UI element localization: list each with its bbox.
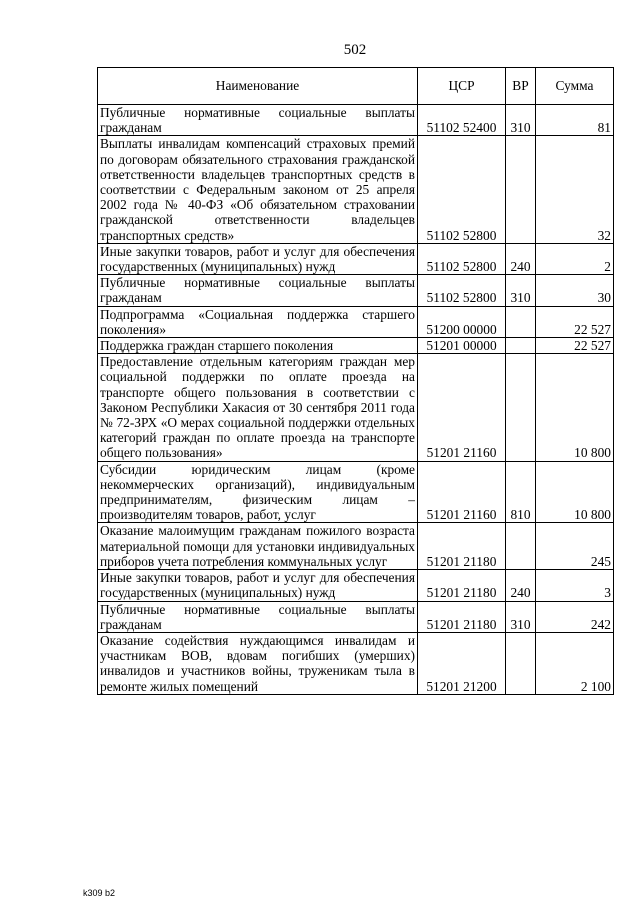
row-vr: 240 bbox=[506, 243, 536, 274]
header-sum: Сумма bbox=[536, 68, 614, 105]
table-row bbox=[98, 136, 614, 243]
row-sum: 10 800 bbox=[536, 461, 614, 523]
row-vr: 310 bbox=[506, 105, 536, 136]
table-row bbox=[98, 601, 614, 632]
row-csr: 51201 21160 bbox=[418, 461, 506, 523]
row-vr bbox=[506, 632, 536, 694]
row-name: Выплаты инвалидам компенсаций страховых премий по договорам обязательного страхования гражданской ответственности владельцев транспортных средств в соответствии с Федеральным законом от 25 апреля 2002 года № 40-ФЗ «Об обязательном страховании гражданской ответственности владельцев транспортных средств» bbox=[98, 136, 418, 243]
row-vr bbox=[506, 523, 536, 570]
row-vr: 240 bbox=[506, 570, 536, 601]
row-vr: 310 bbox=[506, 601, 536, 632]
row-sum: 30 bbox=[536, 275, 614, 306]
row-sum: 3 bbox=[536, 570, 614, 601]
table-row bbox=[98, 523, 614, 570]
table-row bbox=[98, 306, 614, 337]
row-vr bbox=[506, 306, 536, 337]
footer-code: k309 b2 bbox=[83, 888, 116, 898]
row-csr: 51201 00000 bbox=[418, 338, 506, 354]
row-sum: 10 800 bbox=[536, 354, 614, 461]
row-csr: 51201 21180 bbox=[418, 601, 506, 632]
header-vr: ВР bbox=[506, 68, 536, 105]
row-sum: 22 527 bbox=[536, 306, 614, 337]
row-sum: 2 bbox=[536, 243, 614, 274]
row-name: Оказание содействия нуждающимся инвалидам и участникам ВОВ, вдовам погибших (умерших) инвалидов и участников войны, труженикам тыла в ремонте жилых помещений bbox=[98, 632, 418, 694]
budget-table bbox=[97, 67, 614, 695]
table-row bbox=[98, 461, 614, 523]
row-vr bbox=[506, 354, 536, 461]
row-sum: 2 100 bbox=[536, 632, 614, 694]
row-sum: 242 bbox=[536, 601, 614, 632]
row-csr: 51102 52800 bbox=[418, 136, 506, 243]
row-sum: 81 bbox=[536, 105, 614, 136]
table-row bbox=[98, 105, 614, 136]
header-row bbox=[98, 68, 614, 105]
table-row bbox=[98, 275, 614, 306]
row-csr: 51102 52800 bbox=[418, 243, 506, 274]
row-csr: 51200 00000 bbox=[418, 306, 506, 337]
row-vr bbox=[506, 338, 536, 354]
row-csr: 51102 52800 bbox=[418, 275, 506, 306]
row-vr: 810 bbox=[506, 461, 536, 523]
row-sum: 22 527 bbox=[536, 338, 614, 354]
row-name: Публичные нормативные социальные выплаты гражданам bbox=[98, 105, 418, 136]
row-name: Подпрограмма «Социальная поддержка старшего поколения» bbox=[98, 306, 418, 337]
table-row bbox=[98, 243, 614, 274]
page-number: 502 bbox=[343, 42, 367, 58]
row-name: Поддержка граждан старшего поколения bbox=[98, 338, 418, 354]
row-csr: 51201 21200 bbox=[418, 632, 506, 694]
row-name: Иные закупки товаров, работ и услуг для обеспечения государственных (муниципальных) нужд bbox=[98, 243, 418, 274]
row-name: Предоставление отдельным категориям граждан мер социальной поддержки по оплате проезда на транспорте общего пользования в соответствии с Законом Республики Хакасия от 30 сентября 2011 года № 72-ЗРХ «О мерах социальной поддержки отдельных категорий граждан по оплате проезда на транспорте общего пользования» bbox=[98, 354, 418, 461]
row-name: Оказание малоимущим гражданам пожилого возраста материальной помощи для установки индивидуальных приборов учета потребления коммунальных услуг bbox=[98, 523, 418, 570]
header-name: Наименование bbox=[98, 68, 418, 105]
table-row bbox=[98, 338, 614, 354]
row-vr: 310 bbox=[506, 275, 536, 306]
table-row bbox=[98, 354, 614, 461]
row-name: Публичные нормативные социальные выплаты гражданам bbox=[98, 601, 418, 632]
row-sum: 32 bbox=[536, 136, 614, 243]
row-sum: 245 bbox=[536, 523, 614, 570]
row-name: Иные закупки товаров, работ и услуг для обеспечения государственных (муниципальных) нужд bbox=[98, 570, 418, 601]
row-vr bbox=[506, 136, 536, 243]
header-csr: ЦСР bbox=[418, 68, 506, 105]
table-row bbox=[98, 632, 614, 694]
row-name: Субсидии юридическим лицам (кроме некоммерческих организаций), индивидуальным предпринимателям, физическим лицам – производителям товаров, работ, услуг bbox=[98, 461, 418, 523]
row-csr: 51102 52400 bbox=[418, 105, 506, 136]
row-csr: 51201 21180 bbox=[418, 570, 506, 601]
row-name: Публичные нормативные социальные выплаты гражданам bbox=[98, 275, 418, 306]
table-row bbox=[98, 570, 614, 601]
row-csr: 51201 21160 bbox=[418, 354, 506, 461]
row-csr: 51201 21180 bbox=[418, 523, 506, 570]
